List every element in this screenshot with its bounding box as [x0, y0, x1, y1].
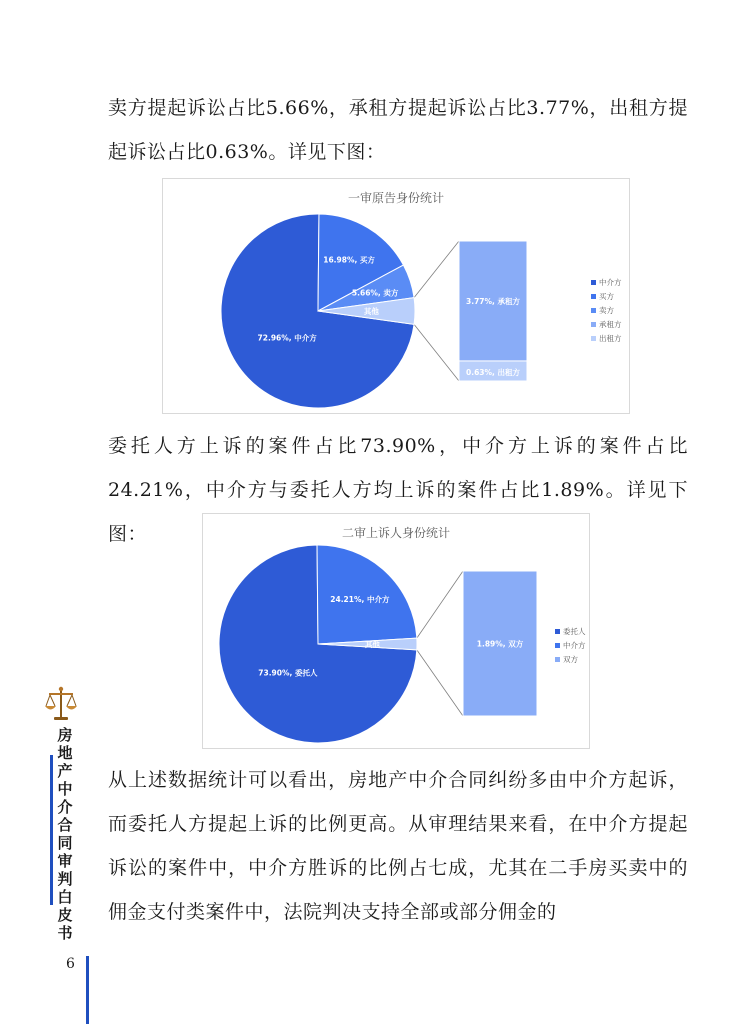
chart-1-legend-label-0: 中介方 — [599, 278, 622, 287]
chart-1-legend-swatch-1 — [591, 294, 596, 299]
chart-1-legend-label-2: 卖方 — [599, 306, 614, 315]
chart-1-slice-label-1: 16.98%, 买方 — [323, 255, 375, 265]
chart-2-svg — [203, 514, 589, 748]
chart-2-slice-label-other: 其他 — [364, 640, 380, 649]
chart-2-bar-label-0: 1.89%, 双方 — [476, 639, 524, 649]
chart-1-bar-label-1: 0.63%, 出租方 — [466, 368, 520, 377]
paragraph-1: 卖方提起诉讼占比5.66%，承租方提起诉讼占比3.77%，出租方提起诉讼占比0.63%。详见下图： — [108, 97, 688, 163]
page-number: 6 — [66, 956, 75, 972]
chart-2-legend-swatch-2 — [555, 657, 560, 662]
chart-1-slice-label-other: 其他 — [363, 307, 379, 316]
chart-2 — [202, 513, 590, 749]
sidebar-title: 房地产中介合同审判白皮书 — [57, 726, 73, 942]
chart-1-bar-label-0: 3.77%, 承租方 — [466, 296, 520, 306]
chart-2-legend-swatch-1 — [555, 643, 560, 648]
chart-2-connector-bottom — [417, 650, 463, 716]
chart-1-legend-label-3: 承租方 — [599, 320, 622, 329]
chart-2-connector-top — [417, 571, 463, 638]
chart-1-connector-bottom — [414, 324, 459, 381]
chart-1-legend-swatch-3 — [591, 322, 596, 327]
chart-2-legend-swatch-0 — [555, 629, 560, 634]
chart-1-legend-label-1: 买方 — [599, 292, 614, 301]
chart-2-title: 二审上诉人身份统计 — [341, 526, 450, 540]
chart-2-legend-label-1: 中介方 — [563, 641, 586, 650]
chart-1 — [162, 178, 630, 414]
chart-1-legend-swatch-4 — [591, 336, 596, 341]
paragraph-2: 委托人方上诉的案件占比73.90%，中介方上诉的案件占比24.21%，中介方与委托人方均上诉的案件占比1.89%。详见下图： — [108, 435, 688, 545]
page-number-rule — [86, 956, 89, 1024]
chart-2-legend-label-2: 双方 — [563, 655, 578, 664]
chart-2-slice-label-1: 24.21%, 中介方 — [330, 595, 390, 605]
chart-1-legend-swatch-2 — [591, 308, 596, 313]
chart-1-legend-swatch-0 — [591, 280, 596, 285]
chart-1-connector-top — [414, 241, 459, 298]
sidebar-rule — [50, 755, 53, 905]
scales-of-justice-icon — [44, 686, 78, 722]
chart-2-legend-label-0: 委托人 — [563, 627, 586, 636]
chart-1-slice-label-0: 72.96%, 中介方 — [257, 333, 317, 343]
paragraph-3: 从上述数据统计可以看出，房地产中介合同纠纷多由中介方起诉，而委托人方提起上诉的比例更高。从审理结果来看，在中介方提起诉讼的案件中，中介方胜诉的比例占七成，尤其在二手房买卖中的佣金支付类案件中，法院判决支持全部或部分佣金的 — [108, 769, 688, 923]
chart-1-legend-label-4: 出租方 — [599, 334, 622, 343]
chart-1-title: 一审原告身份统计 — [347, 191, 444, 205]
chart-1-svg — [163, 179, 629, 413]
chart-1-slice-label-2: 5.66%, 卖方 — [351, 288, 399, 298]
chart-2-slice-label-0: 73.90%, 委托人 — [258, 668, 318, 678]
